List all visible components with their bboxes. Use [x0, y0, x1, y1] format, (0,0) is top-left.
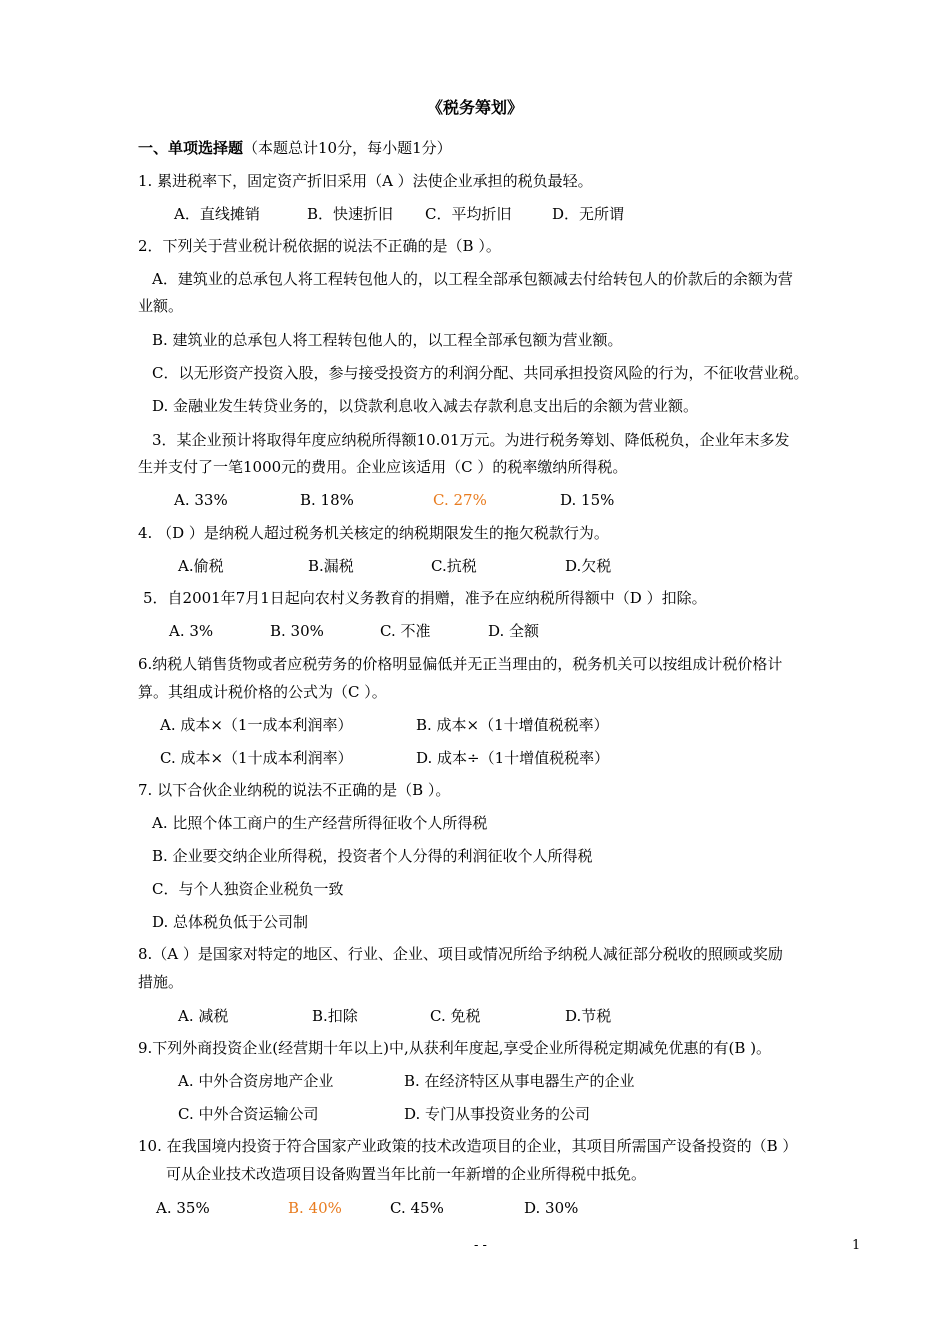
- question-1-option-d: D．无所谓: [552, 205, 625, 223]
- question-6-stem: 6.纳税人销售货物或者应税劳务的价格明显偏低并无正当理由的，税务机关可以按组成计税价格计: [138, 655, 783, 673]
- question-7-stem: 7. 以下合伙企业纳税的说法不正确的是（B ）。: [138, 781, 451, 799]
- question-1-option-b: B．快速折旧: [307, 205, 394, 223]
- footer-center-mark: - -: [474, 1238, 487, 1253]
- question-2-option-a-cont: 业额。: [138, 297, 184, 315]
- question-4-stem: 4. （D ）是纳税人超过税务机关核定的纳税期限发生的拖欠税款行为。: [138, 524, 609, 542]
- section-heading: 一、单项选择题: [138, 139, 244, 157]
- question-8-option-b: B.扣除: [312, 1007, 358, 1025]
- question-1-option-a: A．直线摊销: [174, 205, 260, 223]
- question-7-option-b: B. 企业要交纳企业所得税，投资者个人分得的利润征收个人所得税: [152, 847, 593, 865]
- question-8-option-d: D.节税: [565, 1007, 612, 1025]
- question-5-stem: 5．自2001年7月1日起向农村义务教育的捐赠，准予在应纳税所得额中（D ）扣除。: [143, 589, 707, 607]
- question-7-option-a: A. 比照个体工商户的生产经营所得征收个人所得税: [152, 814, 488, 832]
- question-6-option-c: C. 成本×（1十成本利润率）: [160, 749, 353, 767]
- question-5-option-a: A. 3%: [169, 622, 214, 640]
- question-1-stem: 1. 累进税率下，固定资产折旧采用（A ）法使企业承担的税负最轻。: [138, 172, 593, 190]
- question-10-option-b: B. 40%: [288, 1199, 342, 1217]
- question-4-option-b: B.漏税: [308, 557, 354, 575]
- question-4-option-d: D.欠税: [565, 557, 612, 575]
- question-9-option-c: C. 中外合资运输公司: [178, 1105, 319, 1123]
- question-2-option-c: C．以无形资产投资入股，参与接受投资方的利润分配、共同承担投资风险的行为，不征收营业税。: [152, 364, 809, 382]
- question-9-option-d: D. 专门从事投资业务的公司: [404, 1105, 591, 1123]
- question-6-option-d: D. 成本÷（1十增值税税率）: [416, 749, 610, 767]
- question-6-stem-cont: 算。其组成计税价格的公式为（C ）。: [138, 683, 387, 701]
- question-4-option-a: A.偷税: [178, 557, 224, 575]
- question-5-option-b: B. 30%: [270, 622, 324, 640]
- question-3-option-b: B. 18%: [300, 491, 354, 509]
- question-5-option-c: C. 不准: [380, 622, 431, 640]
- question-8-stem-cont: 措施。: [138, 973, 184, 991]
- question-10-stem-cont: 可从企业技术改造项目设备购置当年比前一年新增的企业所得税中抵免。: [166, 1165, 647, 1183]
- question-7-option-d: D. 总体税负低于公司制: [152, 913, 309, 931]
- question-4-option-c: C.抗税: [431, 557, 477, 575]
- question-3-stem-cont: 生并支付了一笔1000元的费用。企业应该适用（C ）的税率缴纳所得税。: [138, 458, 628, 476]
- question-3-stem: 3．某企业预计将取得年度应纳税所得额10.01万元。为进行税务筹划、降低税负，企业年末多发: [152, 431, 790, 449]
- question-2-option-a: A．建筑业的总承包人将工程转包他人的，以工程全部承包额减去付给转包人的价款后的余额为营: [152, 270, 793, 288]
- section-header: [138, 138, 452, 158]
- document-title: 《税务筹划》: [427, 98, 524, 117]
- question-10-stem: 10. 在我国境内投资于符合国家产业政策的技术改造项目的企业，其项目所需国产设备投资的（B ）: [138, 1137, 798, 1155]
- question-8-option-a: A. 减税: [178, 1007, 229, 1025]
- question-10-option-d: D. 30%: [524, 1199, 579, 1217]
- question-9-stem: 9.下列外商投资企业(经营期十年以上)中,从获利年度起,享受企业所得税定期减免优惠的有(B )。: [138, 1039, 772, 1057]
- question-2-option-b: B. 建筑业的总承包人将工程转包他人的，以工程全部承包额为营业额。: [152, 331, 623, 349]
- question-8-option-c: C. 免税: [430, 1007, 481, 1025]
- question-3-option-c: C. 27%: [433, 491, 487, 509]
- page-number: 1: [852, 1238, 861, 1253]
- question-3-option-d: D. 15%: [560, 491, 615, 509]
- question-8-stem: 8.（A ）是国家对特定的地区、行业、企业、项目或情况所给予纳税人减征部分税收的照顾或奖励: [138, 945, 783, 963]
- question-6-option-a: A. 成本×（1一成本利润率）: [160, 716, 353, 734]
- question-1-option-c: C．平均折旧: [425, 205, 512, 223]
- question-10-option-a: A. 35%: [156, 1199, 210, 1217]
- question-7-option-c: C．与个人独资企业税负一致: [152, 880, 344, 898]
- question-2-option-d: D. 金融业发生转贷业务的，以贷款利息收入减去存款利息支出后的余额为营业额。: [152, 397, 699, 415]
- question-6-option-b: B. 成本×（1十增值税税率）: [416, 716, 609, 734]
- question-10-option-c: C. 45%: [390, 1199, 444, 1217]
- question-5-option-d: D. 全额: [488, 622, 540, 640]
- question-9-option-a: A. 中外合资房地产企业: [178, 1072, 334, 1090]
- question-9-option-b: B. 在经济特区从事电器生产的企业: [404, 1072, 635, 1090]
- question-2-stem: 2．下列关于营业税计税依据的说法不正确的是（B ）。: [138, 237, 501, 255]
- question-3-option-a: A. 33%: [174, 491, 228, 509]
- section-note: （本题总计10分，每小题1分）: [243, 139, 452, 157]
